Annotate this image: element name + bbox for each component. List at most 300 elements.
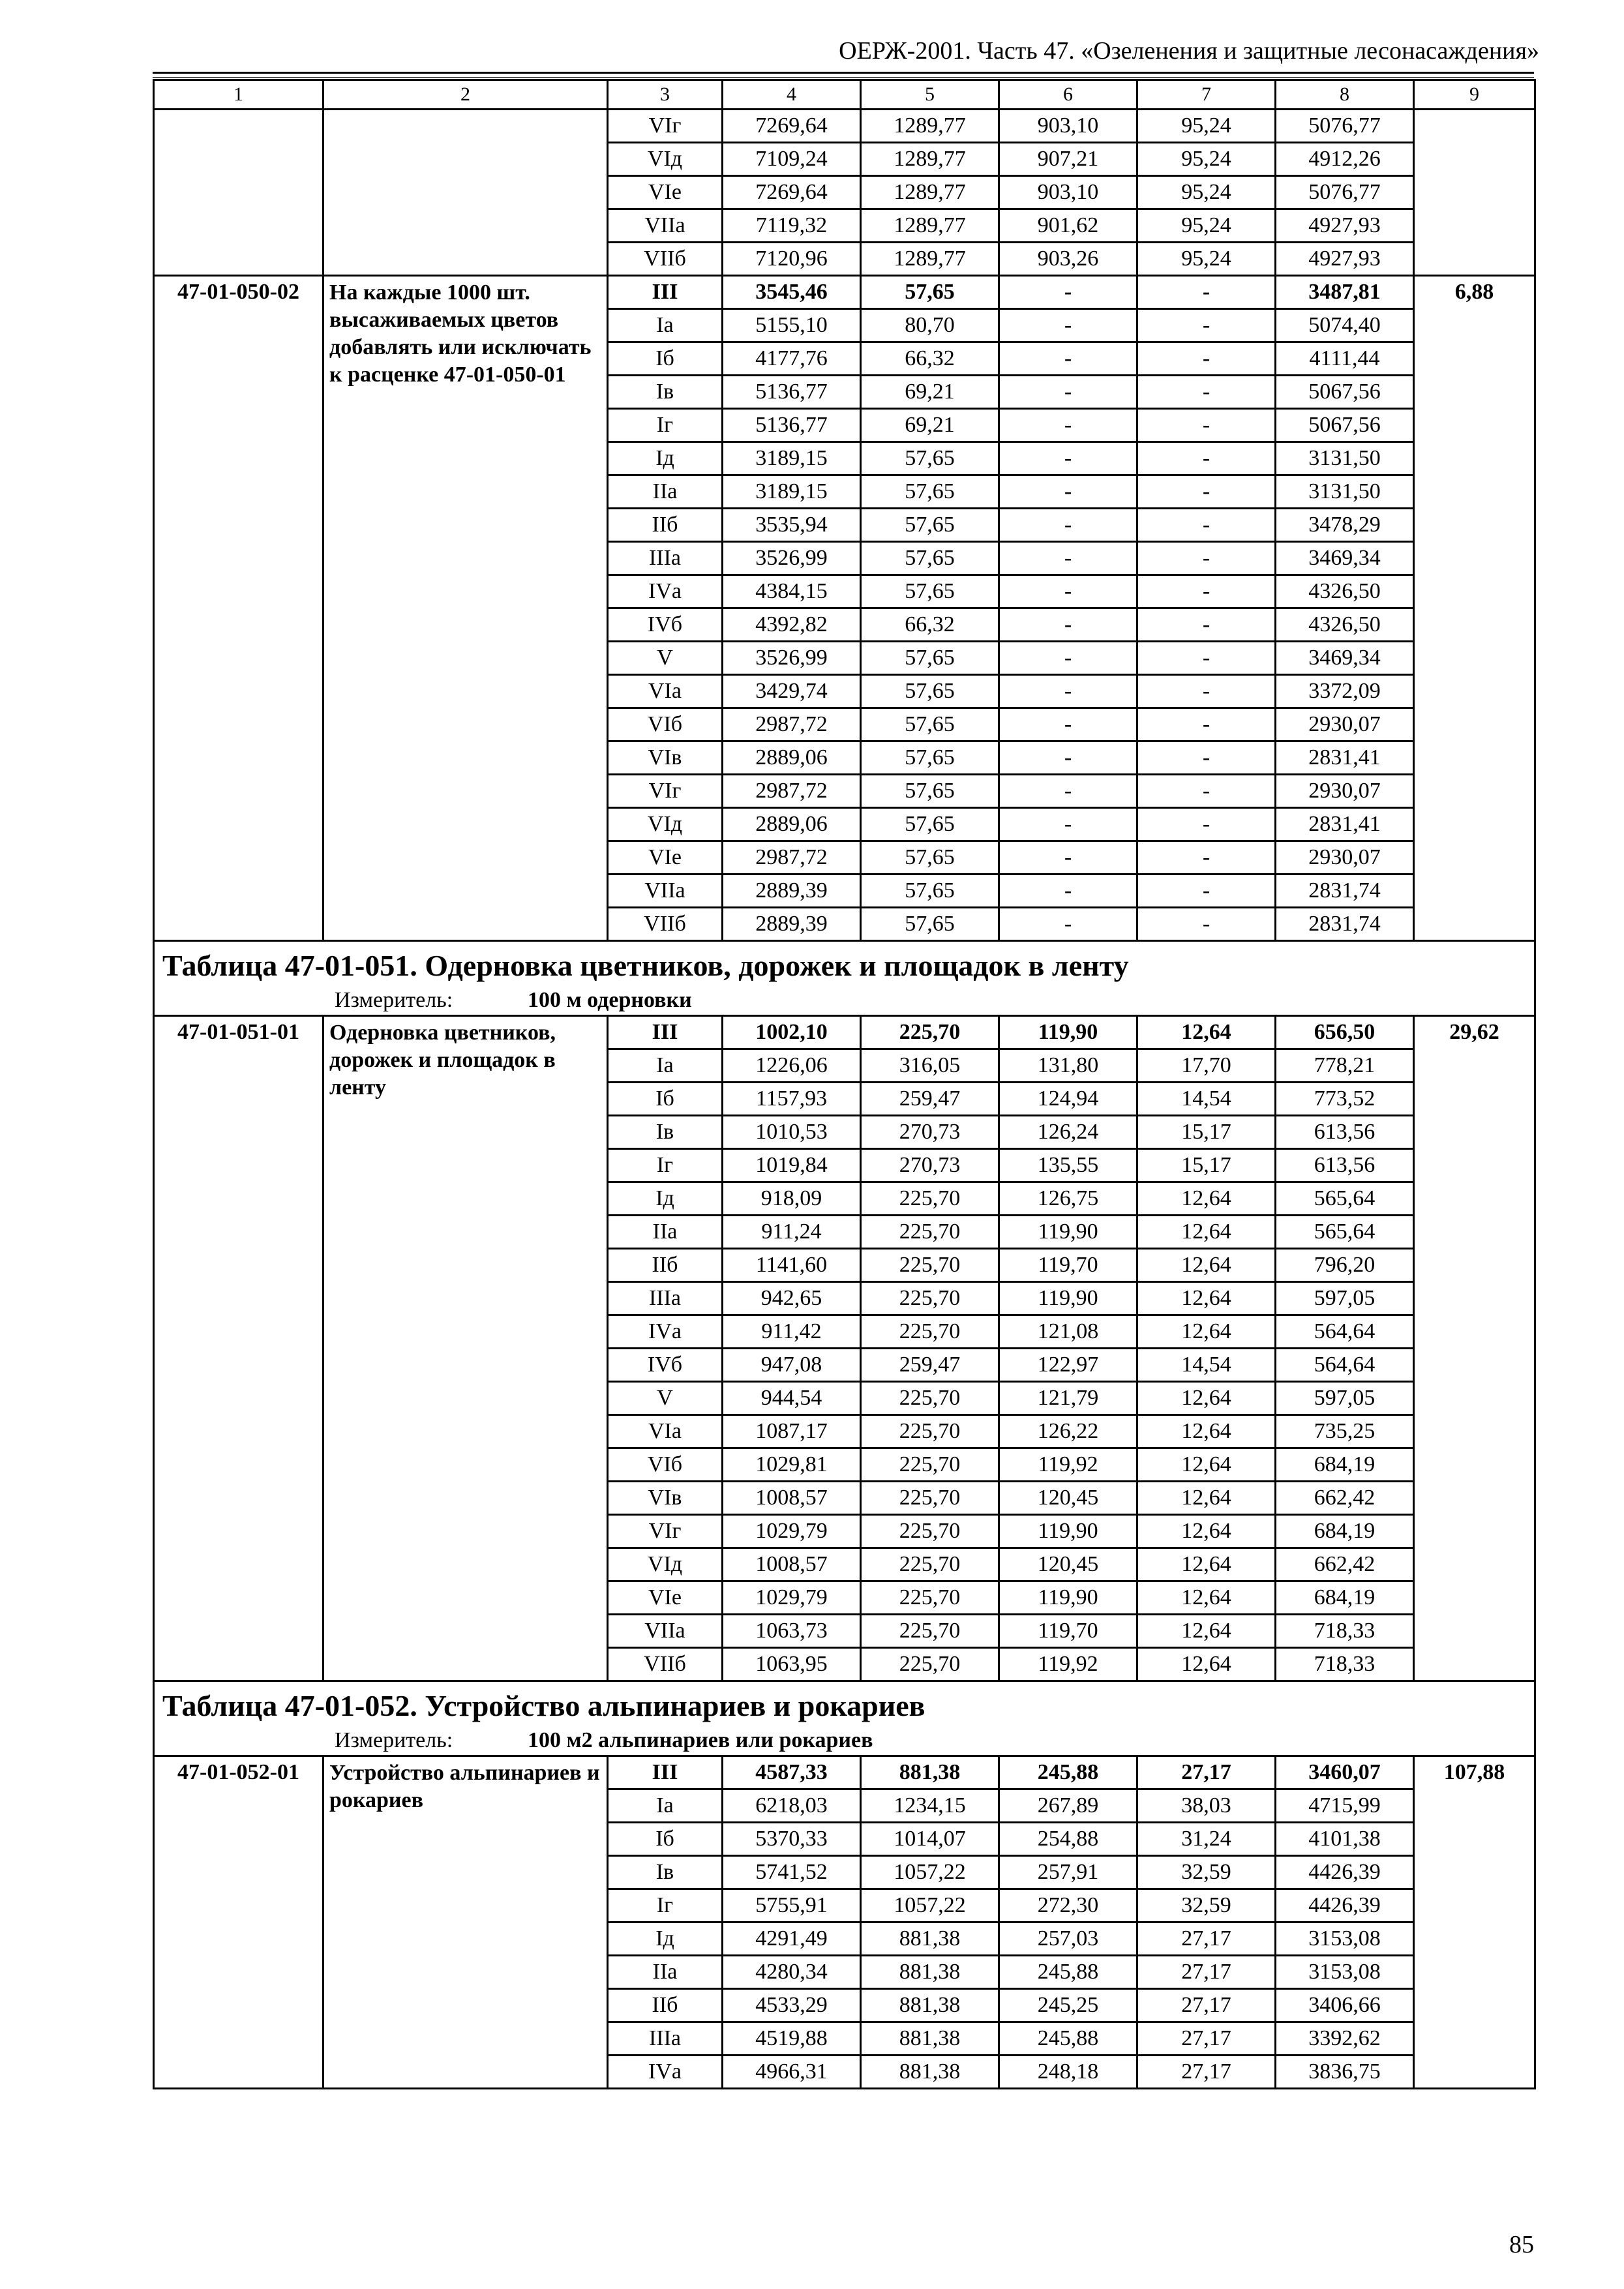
value-cell: 57,65 [861,908,999,941]
value-cell: 225,70 [861,1615,999,1648]
zone-cell: Iб [608,342,723,376]
value-cell: 245,88 [999,1756,1137,1789]
section-header [154,941,1535,1016]
zone-cell: Iа [608,1789,723,1823]
value-cell: 12,64 [1137,1515,1276,1548]
value-cell: 95,24 [1137,176,1276,209]
measure-value: 100 м одерновки [528,988,692,1012]
value-cell: 4533,29 [723,1989,861,2022]
zone-cell: Iа [608,1049,723,1083]
value-cell: 12,64 [1137,1016,1276,1049]
value-cell: 1029,81 [723,1448,861,1482]
value-cell: 126,22 [999,1415,1137,1448]
labor-cost: 6,88 [1414,276,1535,941]
value-cell: - [999,608,1137,642]
value-cell: 3406,66 [1276,1989,1414,2022]
value-cell: 119,70 [999,1249,1137,1282]
value-cell: 5067,56 [1276,409,1414,442]
value-cell: - [1137,342,1276,376]
zone-cell: Iб [608,1823,723,1856]
value-cell: - [999,542,1137,575]
value-cell: - [1137,675,1276,708]
value-cell: 225,70 [861,1581,999,1615]
value-cell: 69,21 [861,409,999,442]
value-cell: 17,70 [1137,1049,1276,1083]
value-cell: 5076,77 [1276,176,1414,209]
zone-cell: Iв [608,1116,723,1149]
value-cell: 121,08 [999,1315,1137,1349]
value-cell: 4927,93 [1276,243,1414,276]
value-cell: 248,18 [999,2056,1137,2089]
value-cell: 119,90 [999,1581,1137,1615]
value-cell: 119,92 [999,1648,1137,1681]
section-title: Таблица 47-01-052. Устройство альпинариев и рокариев [162,1689,925,1722]
zone-cell: Iд [608,1182,723,1216]
value-cell: 27,17 [1137,2056,1276,2089]
rate-code: 47-01-051-01 [154,1016,323,1681]
value-cell: 1063,95 [723,1648,861,1681]
value-cell: 881,38 [861,1956,999,1989]
zone-cell: Iд [608,1922,723,1956]
value-cell: 613,56 [1276,1116,1414,1149]
zone-cell: Iг [608,409,723,442]
value-cell: 66,32 [861,342,999,376]
zone-cell: Iг [608,1889,723,1922]
zone-cell: IIб [608,509,723,542]
value-cell: 27,17 [1137,1756,1276,1789]
value-cell: - [1137,608,1276,642]
value-cell: 31,24 [1137,1823,1276,1856]
value-cell: 564,64 [1276,1315,1414,1349]
zone-cell: Iб [608,1083,723,1116]
value-cell: 225,70 [861,1548,999,1581]
value-cell: 5074,40 [1276,309,1414,342]
value-cell: 225,70 [861,1482,999,1515]
column-number: 9 [1414,80,1535,110]
value-cell: - [999,442,1137,475]
value-cell: 119,90 [999,1515,1137,1548]
zone-cell: VIIа [608,875,723,908]
value-cell: 12,64 [1137,1415,1276,1448]
zone-cell: VIб [608,708,723,741]
value-cell: 903,10 [999,176,1137,209]
value-cell: 12,64 [1137,1182,1276,1216]
value-cell: 119,70 [999,1615,1137,1648]
value-cell: 3372,09 [1276,675,1414,708]
value-cell: 597,05 [1276,1282,1414,1315]
table-row [154,1756,1535,1789]
value-cell: 12,64 [1137,1315,1276,1349]
zone-cell: IIIа [608,1282,723,1315]
value-cell: 1226,06 [723,1049,861,1083]
value-cell: 95,24 [1137,243,1276,276]
value-cell: 1008,57 [723,1548,861,1581]
value-cell: 947,08 [723,1349,861,1382]
zone-cell: IIб [608,1989,723,2022]
value-cell: 7269,64 [723,176,861,209]
value-cell: 27,17 [1137,2022,1276,2056]
value-cell: - [999,741,1137,775]
value-cell: 57,65 [861,708,999,741]
value-cell: 57,65 [861,575,999,608]
value-cell: 57,65 [861,442,999,475]
value-cell: 778,21 [1276,1049,1414,1083]
value-cell: 903,10 [999,110,1137,143]
zone-cell: Iд [608,442,723,475]
value-cell: - [999,908,1137,941]
zone-cell: IIа [608,1216,723,1249]
value-cell: - [1137,642,1276,675]
value-cell: 57,65 [861,875,999,908]
value-cell: - [1137,875,1276,908]
value-cell: 4392,82 [723,608,861,642]
labor-cost [1414,110,1535,276]
value-cell: 4326,50 [1276,575,1414,608]
zone-cell: IVб [608,1349,723,1382]
table-row [154,1016,1535,1049]
value-cell: 718,33 [1276,1648,1414,1681]
value-cell: 27,17 [1137,1956,1276,1989]
zone-cell: VIв [608,741,723,775]
value-cell: 718,33 [1276,1615,1414,1648]
value-cell: 3526,99 [723,642,861,675]
value-cell: 4912,26 [1276,143,1414,176]
value-cell: 735,25 [1276,1415,1414,1448]
value-cell: 2930,07 [1276,775,1414,808]
value-cell: 225,70 [861,1415,999,1448]
value-cell: 80,70 [861,309,999,342]
value-cell: 1014,07 [861,1823,999,1856]
value-cell: 881,38 [861,2056,999,2089]
value-cell: 12,64 [1137,1581,1276,1615]
value-cell: - [999,875,1137,908]
value-cell: 4280,34 [723,1956,861,1989]
work-name: Одерновка цветников, дорожек и площадок в ленту [323,1016,608,1681]
measure-value: 100 м2 альпинариев или рокариев [528,1728,873,1752]
value-cell: 2831,41 [1276,808,1414,841]
value-cell: 4587,33 [723,1756,861,1789]
zone-cell: IVа [608,575,723,608]
column-number: 1 [154,80,323,110]
zone-cell: VIд [608,1548,723,1581]
value-cell: 4426,39 [1276,1856,1414,1889]
labor-cost: 29,62 [1414,1016,1535,1681]
value-cell: 225,70 [861,1315,999,1349]
zone-cell: IIIа [608,2022,723,2056]
value-cell: 3153,08 [1276,1956,1414,1989]
value-cell: 942,65 [723,1282,861,1315]
value-cell: 597,05 [1276,1382,1414,1415]
work-name [323,110,608,276]
value-cell: - [1137,309,1276,342]
value-cell: 565,64 [1276,1182,1414,1216]
zone-cell: IIа [608,475,723,509]
value-cell: 57,65 [861,741,999,775]
zone-cell: VIг [608,775,723,808]
section-measure [162,986,1534,1015]
value-cell: 7119,32 [723,209,861,243]
value-cell: 122,97 [999,1349,1137,1382]
zone-cell: IVа [608,1315,723,1349]
value-cell: 1289,77 [861,176,999,209]
value-cell: 901,62 [999,209,1137,243]
value-cell: 662,42 [1276,1548,1414,1581]
value-cell: 881,38 [861,1922,999,1956]
value-cell: 1141,60 [723,1249,861,1282]
zone-cell: VIд [608,143,723,176]
value-cell: - [999,509,1137,542]
zone-cell: Iв [608,1856,723,1889]
rate-code: 47-01-050-02 [154,276,323,941]
value-cell: 881,38 [861,1756,999,1789]
value-cell: 7269,64 [723,110,861,143]
value-cell: 656,50 [1276,1016,1414,1049]
value-cell: 12,64 [1137,1216,1276,1249]
value-cell: 120,45 [999,1548,1137,1581]
value-cell: 57,65 [861,475,999,509]
value-cell: 69,21 [861,376,999,409]
value-cell: 2831,74 [1276,875,1414,908]
value-cell: - [1137,475,1276,509]
value-cell: 225,70 [861,1249,999,1282]
value-cell: 2889,39 [723,908,861,941]
value-cell: 131,80 [999,1049,1137,1083]
value-cell: - [999,409,1137,442]
value-cell: - [1137,542,1276,575]
section-header [154,1681,1535,1756]
work-name: Устройство альпинариев и рокариев [323,1756,608,2089]
value-cell: 3392,62 [1276,2022,1414,2056]
value-cell: - [999,708,1137,741]
value-cell: 2889,06 [723,741,861,775]
zone-cell: VIа [608,1415,723,1448]
zone-cell: V [608,642,723,675]
page-number: 85 [1509,2231,1534,2258]
value-cell: 57,65 [861,808,999,841]
zone-cell: IIа [608,1956,723,1989]
value-cell: 27,17 [1137,1989,1276,2022]
value-cell: 12,64 [1137,1282,1276,1315]
value-cell: 1008,57 [723,1482,861,1515]
value-cell: 57,65 [861,775,999,808]
value-cell: - [999,808,1137,841]
value-cell: 245,25 [999,1989,1137,2022]
zone-cell: VIг [608,1515,723,1548]
value-cell: 3469,34 [1276,542,1414,575]
value-cell: 316,05 [861,1049,999,1083]
value-cell: 225,70 [861,1182,999,1216]
value-cell: 3545,46 [723,276,861,309]
section-header-row [154,941,1535,1016]
value-cell: 254,88 [999,1823,1137,1856]
value-cell: 3535,94 [723,509,861,542]
section-measure [162,1726,1534,1755]
value-cell: - [1137,708,1276,741]
value-cell: 1289,77 [861,143,999,176]
value-cell: 4291,49 [723,1922,861,1956]
value-cell: 57,65 [861,509,999,542]
column-number: 8 [1276,80,1414,110]
value-cell: - [1137,808,1276,841]
value-cell: 14,54 [1137,1083,1276,1116]
value-cell: 1157,93 [723,1083,861,1116]
value-cell: - [999,276,1137,309]
zone-cell: Iг [608,1149,723,1182]
value-cell: 225,70 [861,1016,999,1049]
value-cell: 7120,96 [723,243,861,276]
value-cell: 119,90 [999,1282,1137,1315]
page-header: ОЕРЖ-2001. Часть 47. «Озеленения и защитные лесонасаждения» [839,37,1539,65]
zone-cell: VIа [608,675,723,708]
value-cell: 119,92 [999,1448,1137,1482]
zone-cell: IVа [608,2056,723,2089]
value-cell: 1002,10 [723,1016,861,1049]
value-cell: 3836,75 [1276,2056,1414,2089]
value-cell: - [1137,908,1276,941]
value-cell: 270,73 [861,1116,999,1149]
value-cell: 881,38 [861,2022,999,2056]
value-cell: 4101,38 [1276,1823,1414,1856]
value-cell: 27,17 [1137,1922,1276,1956]
value-cell: 3131,50 [1276,442,1414,475]
value-cell: 12,64 [1137,1382,1276,1415]
value-cell: 66,32 [861,608,999,642]
zone-cell: VIIб [608,908,723,941]
value-cell: 5741,52 [723,1856,861,1889]
value-cell: 6218,03 [723,1789,861,1823]
zone-cell: III [608,1016,723,1049]
value-cell: 4426,39 [1276,1889,1414,1922]
value-cell: 245,88 [999,2022,1137,2056]
value-cell: 2930,07 [1276,708,1414,741]
value-cell: 225,70 [861,1648,999,1681]
zone-cell: VIIб [608,1648,723,1681]
value-cell: 1057,22 [861,1889,999,1922]
section-header-row [154,1681,1535,1756]
value-cell: 2889,06 [723,808,861,841]
value-cell: 126,75 [999,1182,1137,1216]
labor-cost: 107,88 [1414,1756,1535,2089]
value-cell: 38,03 [1137,1789,1276,1823]
value-cell: - [1137,575,1276,608]
value-cell: 1234,15 [861,1789,999,1823]
value-cell: 57,65 [861,542,999,575]
work-name: На каждые 1000 шт. высаживаемых цветов добавлять или исключать к расценке 47-01-050-01 [323,276,608,941]
value-cell: 1289,77 [861,209,999,243]
value-cell: 135,55 [999,1149,1137,1182]
value-cell: 773,52 [1276,1083,1414,1116]
value-cell: - [1137,442,1276,475]
value-cell: 259,47 [861,1083,999,1116]
zone-cell: VIе [608,841,723,875]
column-number: 4 [723,80,861,110]
zone-cell: VIIб [608,243,723,276]
value-cell: 4927,93 [1276,209,1414,243]
value-cell: - [1137,741,1276,775]
zone-cell: VIIа [608,209,723,243]
value-cell: 15,17 [1137,1116,1276,1149]
value-cell: 4384,15 [723,575,861,608]
value-cell: 613,56 [1276,1149,1414,1182]
zone-cell: IVб [608,608,723,642]
value-cell: 2889,39 [723,875,861,908]
rate-code: 47-01-052-01 [154,1756,323,2089]
zone-cell: VIб [608,1448,723,1482]
value-cell: 12,64 [1137,1615,1276,1648]
value-cell: 2831,41 [1276,741,1414,775]
value-cell: - [1137,509,1276,542]
value-cell: 1029,79 [723,1515,861,1548]
header-rule-thin [153,77,1534,78]
value-cell: 4326,50 [1276,608,1414,642]
value-cell: 2831,74 [1276,908,1414,941]
value-cell: 95,24 [1137,110,1276,143]
value-cell: 225,70 [861,1448,999,1482]
value-cell: 1010,53 [723,1116,861,1149]
value-cell: 225,70 [861,1216,999,1249]
value-cell: 903,26 [999,243,1137,276]
value-cell: 1289,77 [861,243,999,276]
header-rule [153,72,1534,74]
value-cell: 57,65 [861,675,999,708]
value-cell: 565,64 [1276,1216,1414,1249]
value-cell: 2987,72 [723,708,861,741]
zone-cell: V [608,1382,723,1415]
value-cell: 95,24 [1137,209,1276,243]
column-number: 2 [323,80,608,110]
value-cell: 5755,91 [723,1889,861,1922]
value-cell: 12,64 [1137,1448,1276,1482]
zone-cell: VIе [608,176,723,209]
value-cell: - [999,675,1137,708]
value-cell: 57,65 [861,841,999,875]
value-cell: 12,64 [1137,1249,1276,1282]
value-cell: 5076,77 [1276,110,1414,143]
table-row [154,110,1535,143]
column-number: 7 [1137,80,1276,110]
zone-cell: VIе [608,1581,723,1615]
value-cell: 4966,31 [723,2056,861,2089]
rate-code [154,110,323,276]
value-cell: - [999,775,1137,808]
value-cell: 225,70 [861,1515,999,1548]
table-row [154,276,1535,309]
value-cell: 3460,07 [1276,1756,1414,1789]
value-cell: 32,59 [1137,1856,1276,1889]
zone-cell: IIIа [608,542,723,575]
zone-cell: VIд [608,808,723,841]
rates-table [153,79,1536,2089]
value-cell: - [1137,841,1276,875]
value-cell: 881,38 [861,1989,999,2022]
value-cell: 4715,99 [1276,1789,1414,1823]
value-cell: 225,70 [861,1382,999,1415]
section-title: Таблица 47-01-051. Одерновка цветников, дорожек и площадок в ленту [162,949,1129,982]
value-cell: 3526,99 [723,542,861,575]
value-cell: 1087,17 [723,1415,861,1448]
value-cell: 267,89 [999,1789,1137,1823]
value-cell: 2930,07 [1276,841,1414,875]
value-cell: 95,24 [1137,143,1276,176]
measure-label: Измеритель: [335,988,453,1012]
value-cell: 257,03 [999,1922,1137,1956]
zone-cell: Iа [608,309,723,342]
value-cell: - [1137,376,1276,409]
value-cell: 272,30 [999,1889,1137,1922]
value-cell: 5136,77 [723,409,861,442]
value-cell: 907,21 [999,143,1137,176]
value-cell: 3189,15 [723,475,861,509]
